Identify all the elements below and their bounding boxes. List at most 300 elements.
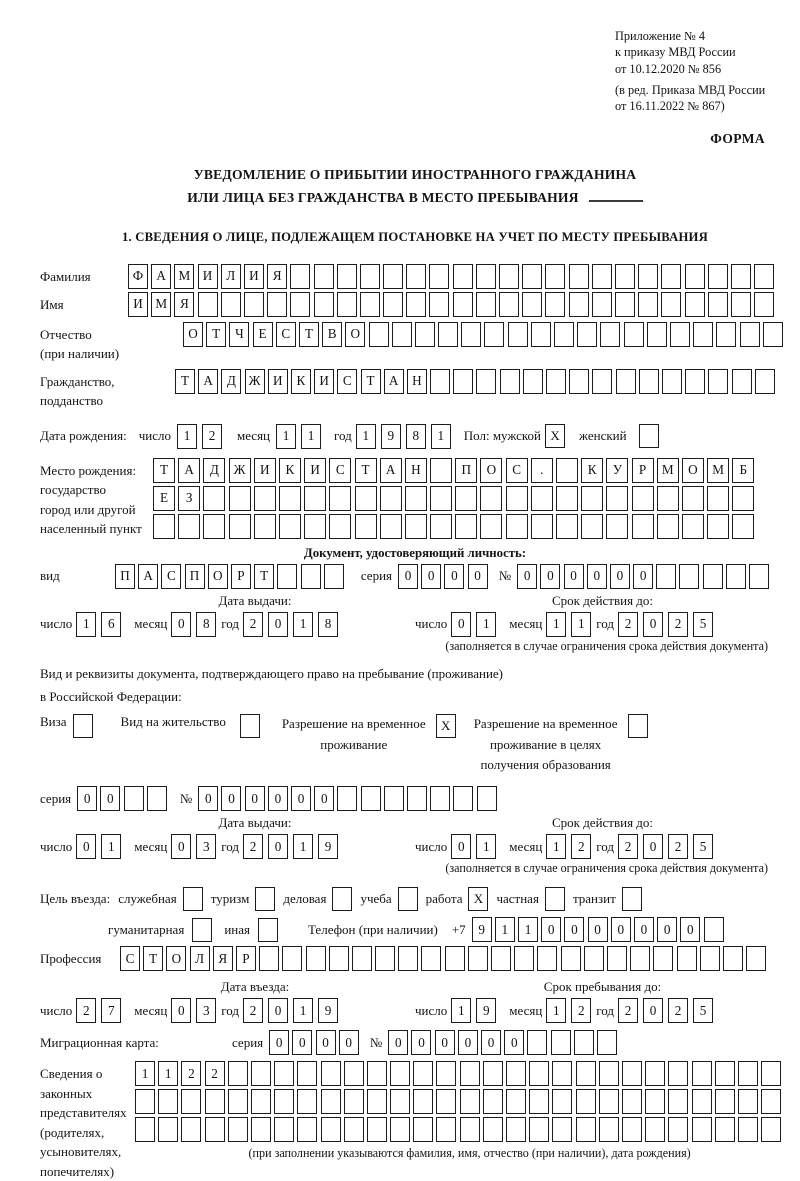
char-box[interactable]: О bbox=[208, 564, 228, 589]
char-box[interactable] bbox=[297, 1117, 317, 1142]
char-box[interactable] bbox=[556, 458, 578, 483]
char-box[interactable] bbox=[491, 946, 511, 971]
char-box[interactable] bbox=[329, 946, 349, 971]
char-box[interactable]: 2 bbox=[668, 998, 688, 1023]
char-box[interactable]: 3 bbox=[196, 834, 216, 859]
char-box[interactable]: Т bbox=[206, 322, 226, 347]
char-box[interactable] bbox=[254, 486, 276, 511]
char-box[interactable] bbox=[203, 514, 225, 539]
char-box[interactable]: Т bbox=[361, 369, 381, 394]
char-box[interactable]: 1 bbox=[546, 998, 566, 1023]
char-box[interactable]: В bbox=[322, 322, 342, 347]
char-box[interactable]: 2 bbox=[202, 424, 222, 449]
char-box[interactable] bbox=[254, 514, 276, 539]
char-box[interactable] bbox=[645, 1061, 665, 1086]
char-box[interactable] bbox=[476, 292, 496, 317]
char-box[interactable] bbox=[606, 514, 628, 539]
char-box[interactable] bbox=[632, 486, 654, 511]
char-box[interactable] bbox=[438, 322, 458, 347]
char-box[interactable]: Я bbox=[213, 946, 233, 971]
char-box[interactable] bbox=[421, 946, 441, 971]
char-box[interactable]: О bbox=[682, 458, 704, 483]
char-box[interactable]: 1 bbox=[476, 612, 496, 637]
char-box[interactable] bbox=[297, 1061, 317, 1086]
char-box[interactable]: Д bbox=[221, 369, 241, 394]
char-box[interactable]: Ж bbox=[229, 458, 251, 483]
char-box[interactable] bbox=[329, 486, 351, 511]
char-box[interactable]: М bbox=[707, 458, 729, 483]
char-box[interactable]: 9 bbox=[381, 424, 401, 449]
char-box[interactable]: Я bbox=[174, 292, 194, 317]
char-box[interactable] bbox=[506, 514, 528, 539]
char-box[interactable] bbox=[552, 1117, 572, 1142]
char-box[interactable] bbox=[290, 292, 310, 317]
char-box[interactable] bbox=[531, 322, 551, 347]
purpose-tourism-checkbox[interactable] bbox=[255, 887, 275, 911]
char-box[interactable] bbox=[274, 1089, 294, 1114]
char-box[interactable]: К bbox=[279, 458, 301, 483]
char-box[interactable]: 0 bbox=[588, 917, 608, 942]
char-box[interactable] bbox=[692, 1089, 712, 1114]
char-box[interactable] bbox=[181, 1089, 201, 1114]
char-box[interactable] bbox=[657, 486, 679, 511]
char-box[interactable]: 2 bbox=[618, 998, 638, 1023]
char-box[interactable] bbox=[480, 514, 502, 539]
char-box[interactable] bbox=[581, 486, 603, 511]
char-box[interactable]: Е bbox=[253, 322, 273, 347]
char-box[interactable] bbox=[367, 1061, 387, 1086]
char-box[interactable] bbox=[436, 1117, 456, 1142]
char-box[interactable] bbox=[755, 369, 775, 394]
char-box[interactable] bbox=[405, 486, 427, 511]
char-box[interactable]: П bbox=[115, 564, 135, 589]
char-box[interactable]: И bbox=[128, 292, 148, 317]
char-box[interactable] bbox=[337, 292, 357, 317]
char-box[interactable]: 0 bbox=[269, 1030, 289, 1055]
char-box[interactable] bbox=[506, 1117, 526, 1142]
char-box[interactable] bbox=[514, 946, 534, 971]
char-box[interactable]: А bbox=[178, 458, 200, 483]
char-box[interactable] bbox=[290, 264, 310, 289]
char-box[interactable] bbox=[576, 1089, 596, 1114]
purpose-humanitarian-checkbox[interactable] bbox=[192, 918, 212, 942]
char-box[interactable] bbox=[615, 264, 635, 289]
char-box[interactable]: 1 bbox=[293, 834, 313, 859]
char-box[interactable] bbox=[645, 1117, 665, 1142]
char-box[interactable]: Ф bbox=[128, 264, 148, 289]
char-box[interactable]: 2 bbox=[76, 998, 96, 1023]
char-box[interactable] bbox=[732, 369, 752, 394]
char-box[interactable]: А bbox=[138, 564, 158, 589]
char-box[interactable] bbox=[661, 264, 681, 289]
char-box[interactable] bbox=[277, 564, 297, 589]
char-box[interactable] bbox=[337, 786, 357, 811]
char-box[interactable]: 2 bbox=[181, 1061, 201, 1086]
char-box[interactable] bbox=[476, 369, 496, 394]
char-box[interactable] bbox=[461, 322, 481, 347]
char-box[interactable] bbox=[198, 292, 218, 317]
char-box[interactable] bbox=[499, 292, 519, 317]
char-box[interactable] bbox=[369, 322, 389, 347]
char-box[interactable] bbox=[314, 292, 334, 317]
char-box[interactable] bbox=[738, 1061, 758, 1086]
char-box[interactable]: 2 bbox=[205, 1061, 225, 1086]
char-box[interactable] bbox=[738, 1117, 758, 1142]
char-box[interactable] bbox=[483, 1061, 503, 1086]
char-box[interactable] bbox=[259, 946, 279, 971]
char-box[interactable] bbox=[383, 292, 403, 317]
char-box[interactable]: А bbox=[151, 264, 171, 289]
char-box[interactable] bbox=[599, 1061, 619, 1086]
char-box[interactable]: С bbox=[276, 322, 296, 347]
char-box[interactable]: У bbox=[606, 458, 628, 483]
char-box[interactable] bbox=[453, 264, 473, 289]
char-box[interactable] bbox=[406, 264, 426, 289]
char-box[interactable] bbox=[321, 1061, 341, 1086]
char-box[interactable]: 1 bbox=[476, 834, 496, 859]
char-box[interactable]: С bbox=[337, 369, 357, 394]
char-box[interactable] bbox=[731, 264, 751, 289]
char-box[interactable] bbox=[352, 946, 372, 971]
char-box[interactable] bbox=[158, 1117, 178, 1142]
char-box[interactable] bbox=[413, 1061, 433, 1086]
char-box[interactable]: 0 bbox=[633, 564, 653, 589]
char-box[interactable]: 0 bbox=[611, 917, 631, 942]
char-box[interactable] bbox=[715, 1089, 735, 1114]
char-box[interactable] bbox=[707, 514, 729, 539]
char-box[interactable] bbox=[147, 786, 167, 811]
char-box[interactable] bbox=[746, 946, 766, 971]
char-box[interactable]: 9 bbox=[472, 917, 492, 942]
char-box[interactable]: Ж bbox=[245, 369, 265, 394]
char-box[interactable] bbox=[445, 946, 465, 971]
char-box[interactable] bbox=[181, 1117, 201, 1142]
char-box[interactable]: 5 bbox=[693, 834, 713, 859]
char-box[interactable] bbox=[763, 322, 783, 347]
char-box[interactable]: 0 bbox=[171, 612, 191, 637]
char-box[interactable] bbox=[453, 292, 473, 317]
char-box[interactable]: 1 bbox=[158, 1061, 178, 1086]
temp-residence-education-checkbox[interactable] bbox=[628, 714, 648, 738]
char-box[interactable] bbox=[677, 946, 697, 971]
char-box[interactable]: 0 bbox=[171, 834, 191, 859]
char-box[interactable] bbox=[407, 786, 427, 811]
char-box[interactable] bbox=[205, 1117, 225, 1142]
char-box[interactable]: Д bbox=[203, 458, 225, 483]
char-box[interactable] bbox=[483, 1089, 503, 1114]
char-box[interactable] bbox=[405, 514, 427, 539]
char-box[interactable] bbox=[622, 1117, 642, 1142]
char-box[interactable] bbox=[203, 486, 225, 511]
char-box[interactable]: 0 bbox=[388, 1030, 408, 1055]
char-box[interactable]: М bbox=[174, 264, 194, 289]
char-box[interactable] bbox=[561, 946, 581, 971]
char-box[interactable]: Р bbox=[236, 946, 256, 971]
char-box[interactable]: 1 bbox=[431, 424, 451, 449]
char-box[interactable]: 0 bbox=[541, 917, 561, 942]
char-box[interactable] bbox=[731, 292, 751, 317]
char-box[interactable] bbox=[592, 264, 612, 289]
char-box[interactable]: 8 bbox=[406, 424, 426, 449]
char-box[interactable] bbox=[228, 1089, 248, 1114]
char-box[interactable]: И bbox=[268, 369, 288, 394]
char-box[interactable]: 1 bbox=[495, 917, 515, 942]
char-box[interactable] bbox=[552, 1061, 572, 1086]
char-box[interactable] bbox=[221, 292, 241, 317]
char-box[interactable] bbox=[455, 514, 477, 539]
purpose-work-checkbox[interactable]: X bbox=[468, 887, 488, 911]
char-box[interactable] bbox=[380, 486, 402, 511]
char-box[interactable] bbox=[662, 369, 682, 394]
char-box[interactable] bbox=[429, 264, 449, 289]
char-box[interactable] bbox=[406, 292, 426, 317]
char-box[interactable]: 0 bbox=[564, 564, 584, 589]
char-box[interactable]: 0 bbox=[517, 564, 537, 589]
char-box[interactable]: 0 bbox=[76, 834, 96, 859]
char-box[interactable] bbox=[645, 1089, 665, 1114]
char-box[interactable] bbox=[304, 514, 326, 539]
purpose-commercial-checkbox[interactable] bbox=[332, 887, 352, 911]
char-box[interactable] bbox=[599, 1089, 619, 1114]
char-box[interactable]: 0 bbox=[435, 1030, 455, 1055]
char-box[interactable] bbox=[274, 1061, 294, 1086]
char-box[interactable]: 2 bbox=[243, 612, 263, 637]
char-box[interactable] bbox=[306, 946, 326, 971]
char-box[interactable]: С bbox=[120, 946, 140, 971]
purpose-business-checkbox[interactable] bbox=[183, 887, 203, 911]
char-box[interactable] bbox=[468, 946, 488, 971]
char-box[interactable] bbox=[390, 1061, 410, 1086]
char-box[interactable]: 5 bbox=[693, 998, 713, 1023]
char-box[interactable]: Т bbox=[355, 458, 377, 483]
char-box[interactable]: 0 bbox=[610, 564, 630, 589]
char-box[interactable]: 0 bbox=[314, 786, 334, 811]
char-box[interactable] bbox=[692, 1061, 712, 1086]
char-box[interactable] bbox=[321, 1089, 341, 1114]
char-box[interactable] bbox=[577, 322, 597, 347]
char-box[interactable] bbox=[344, 1089, 364, 1114]
char-box[interactable] bbox=[251, 1089, 271, 1114]
char-box[interactable]: 0 bbox=[634, 917, 654, 942]
char-box[interactable]: Р bbox=[632, 458, 654, 483]
char-box[interactable]: 7 bbox=[101, 998, 121, 1023]
char-box[interactable]: 0 bbox=[292, 1030, 312, 1055]
char-box[interactable]: 1 bbox=[356, 424, 376, 449]
char-box[interactable]: 0 bbox=[643, 834, 663, 859]
char-box[interactable]: 0 bbox=[421, 564, 441, 589]
char-box[interactable]: 8 bbox=[196, 612, 216, 637]
char-box[interactable] bbox=[607, 946, 627, 971]
char-box[interactable] bbox=[551, 1030, 571, 1055]
char-box[interactable] bbox=[692, 1117, 712, 1142]
char-box[interactable]: 3 bbox=[196, 998, 216, 1023]
char-box[interactable]: Л bbox=[221, 264, 241, 289]
char-box[interactable]: И bbox=[198, 264, 218, 289]
char-box[interactable]: Т bbox=[254, 564, 274, 589]
char-box[interactable] bbox=[597, 1030, 617, 1055]
char-box[interactable]: 0 bbox=[540, 564, 560, 589]
char-box[interactable] bbox=[383, 264, 403, 289]
char-box[interactable]: 1 bbox=[518, 917, 538, 942]
char-box[interactable] bbox=[723, 946, 743, 971]
char-box[interactable] bbox=[375, 946, 395, 971]
char-box[interactable]: 2 bbox=[668, 612, 688, 637]
char-box[interactable] bbox=[708, 369, 728, 394]
char-box[interactable] bbox=[606, 486, 628, 511]
char-box[interactable] bbox=[282, 946, 302, 971]
char-box[interactable] bbox=[430, 514, 452, 539]
char-box[interactable] bbox=[529, 1117, 549, 1142]
char-box[interactable]: 1 bbox=[293, 612, 313, 637]
char-box[interactable] bbox=[436, 1061, 456, 1086]
char-box[interactable]: 9 bbox=[318, 834, 338, 859]
char-box[interactable]: 2 bbox=[668, 834, 688, 859]
char-box[interactable]: 0 bbox=[451, 612, 471, 637]
char-box[interactable]: 0 bbox=[221, 786, 241, 811]
char-box[interactable] bbox=[546, 369, 566, 394]
char-box[interactable] bbox=[355, 514, 377, 539]
char-box[interactable] bbox=[135, 1117, 155, 1142]
char-box[interactable] bbox=[761, 1061, 781, 1086]
char-box[interactable] bbox=[460, 1117, 480, 1142]
char-box[interactable] bbox=[360, 292, 380, 317]
char-box[interactable] bbox=[576, 1117, 596, 1142]
visa-checkbox[interactable] bbox=[73, 714, 93, 738]
char-box[interactable]: Т bbox=[299, 322, 319, 347]
char-box[interactable] bbox=[715, 1117, 735, 1142]
char-box[interactable] bbox=[344, 1061, 364, 1086]
char-box[interactable]: О bbox=[183, 322, 203, 347]
char-box[interactable]: 0 bbox=[458, 1030, 478, 1055]
char-box[interactable] bbox=[413, 1089, 433, 1114]
purpose-transit-checkbox[interactable] bbox=[622, 887, 642, 911]
char-box[interactable]: 1 bbox=[76, 612, 96, 637]
char-box[interactable] bbox=[708, 264, 728, 289]
temp-residence-checkbox[interactable]: X bbox=[436, 714, 456, 738]
char-box[interactable] bbox=[337, 264, 357, 289]
char-box[interactable]: Л bbox=[190, 946, 210, 971]
char-box[interactable] bbox=[630, 946, 650, 971]
char-box[interactable]: К bbox=[581, 458, 603, 483]
char-box[interactable] bbox=[638, 264, 658, 289]
char-box[interactable]: С bbox=[161, 564, 181, 589]
char-box[interactable] bbox=[460, 1061, 480, 1086]
char-box[interactable] bbox=[529, 1061, 549, 1086]
char-box[interactable] bbox=[616, 369, 636, 394]
char-box[interactable] bbox=[360, 264, 380, 289]
char-box[interactable]: 0 bbox=[587, 564, 607, 589]
char-box[interactable]: 0 bbox=[339, 1030, 359, 1055]
char-box[interactable] bbox=[244, 292, 264, 317]
char-box[interactable]: 0 bbox=[657, 917, 677, 942]
char-box[interactable]: 9 bbox=[476, 998, 496, 1023]
char-box[interactable]: К bbox=[291, 369, 311, 394]
char-box[interactable] bbox=[229, 486, 251, 511]
char-box[interactable] bbox=[622, 1061, 642, 1086]
char-box[interactable] bbox=[380, 514, 402, 539]
char-box[interactable] bbox=[749, 564, 769, 589]
char-box[interactable]: М bbox=[657, 458, 679, 483]
char-box[interactable] bbox=[552, 1089, 572, 1114]
char-box[interactable] bbox=[732, 486, 754, 511]
char-box[interactable]: 0 bbox=[564, 917, 584, 942]
char-box[interactable] bbox=[124, 786, 144, 811]
char-box[interactable] bbox=[135, 1089, 155, 1114]
char-box[interactable]: . bbox=[531, 458, 553, 483]
char-box[interactable] bbox=[693, 322, 713, 347]
char-box[interactable]: Я bbox=[267, 264, 287, 289]
char-box[interactable] bbox=[274, 1117, 294, 1142]
char-box[interactable] bbox=[483, 1117, 503, 1142]
char-box[interactable] bbox=[668, 1089, 688, 1114]
char-box[interactable]: 2 bbox=[571, 834, 591, 859]
char-box[interactable]: С bbox=[506, 458, 528, 483]
char-box[interactable] bbox=[624, 322, 644, 347]
char-box[interactable]: 0 bbox=[468, 564, 488, 589]
char-box[interactable] bbox=[600, 322, 620, 347]
purpose-study-checkbox[interactable] bbox=[398, 887, 418, 911]
char-box[interactable] bbox=[632, 514, 654, 539]
char-box[interactable]: Е bbox=[153, 486, 175, 511]
char-box[interactable] bbox=[670, 322, 690, 347]
char-box[interactable] bbox=[592, 369, 612, 394]
char-box[interactable] bbox=[430, 486, 452, 511]
char-box[interactable]: 0 bbox=[398, 564, 418, 589]
char-box[interactable] bbox=[301, 564, 321, 589]
char-box[interactable]: А bbox=[380, 458, 402, 483]
char-box[interactable] bbox=[754, 292, 774, 317]
char-box[interactable] bbox=[205, 1089, 225, 1114]
char-box[interactable]: И bbox=[244, 264, 264, 289]
char-box[interactable] bbox=[708, 292, 728, 317]
char-box[interactable] bbox=[430, 458, 452, 483]
char-box[interactable] bbox=[726, 564, 746, 589]
char-box[interactable]: 0 bbox=[268, 998, 288, 1023]
char-box[interactable] bbox=[477, 786, 497, 811]
char-box[interactable]: Р bbox=[231, 564, 251, 589]
char-box[interactable] bbox=[413, 1117, 433, 1142]
char-box[interactable]: 0 bbox=[680, 917, 700, 942]
char-box[interactable] bbox=[653, 946, 673, 971]
char-box[interactable] bbox=[615, 292, 635, 317]
char-box[interactable]: 0 bbox=[444, 564, 464, 589]
char-box[interactable] bbox=[685, 292, 705, 317]
char-box[interactable] bbox=[545, 264, 565, 289]
char-box[interactable] bbox=[297, 1089, 317, 1114]
char-box[interactable] bbox=[430, 786, 450, 811]
char-box[interactable]: Т bbox=[153, 458, 175, 483]
char-box[interactable] bbox=[581, 514, 603, 539]
char-box[interactable] bbox=[522, 264, 542, 289]
char-box[interactable] bbox=[668, 1117, 688, 1142]
char-box[interactable]: Б bbox=[732, 458, 754, 483]
char-box[interactable] bbox=[499, 264, 519, 289]
char-box[interactable]: Ч bbox=[229, 322, 249, 347]
char-box[interactable] bbox=[321, 1117, 341, 1142]
char-box[interactable]: 1 bbox=[451, 998, 471, 1023]
char-box[interactable] bbox=[314, 264, 334, 289]
char-box[interactable] bbox=[453, 369, 473, 394]
char-box[interactable]: 0 bbox=[77, 786, 97, 811]
char-box[interactable] bbox=[429, 292, 449, 317]
char-box[interactable] bbox=[574, 1030, 594, 1055]
char-box[interactable]: П bbox=[455, 458, 477, 483]
char-box[interactable]: М bbox=[151, 292, 171, 317]
char-box[interactable] bbox=[329, 514, 351, 539]
char-box[interactable] bbox=[682, 514, 704, 539]
char-box[interactable]: Н bbox=[405, 458, 427, 483]
char-box[interactable]: 0 bbox=[268, 834, 288, 859]
